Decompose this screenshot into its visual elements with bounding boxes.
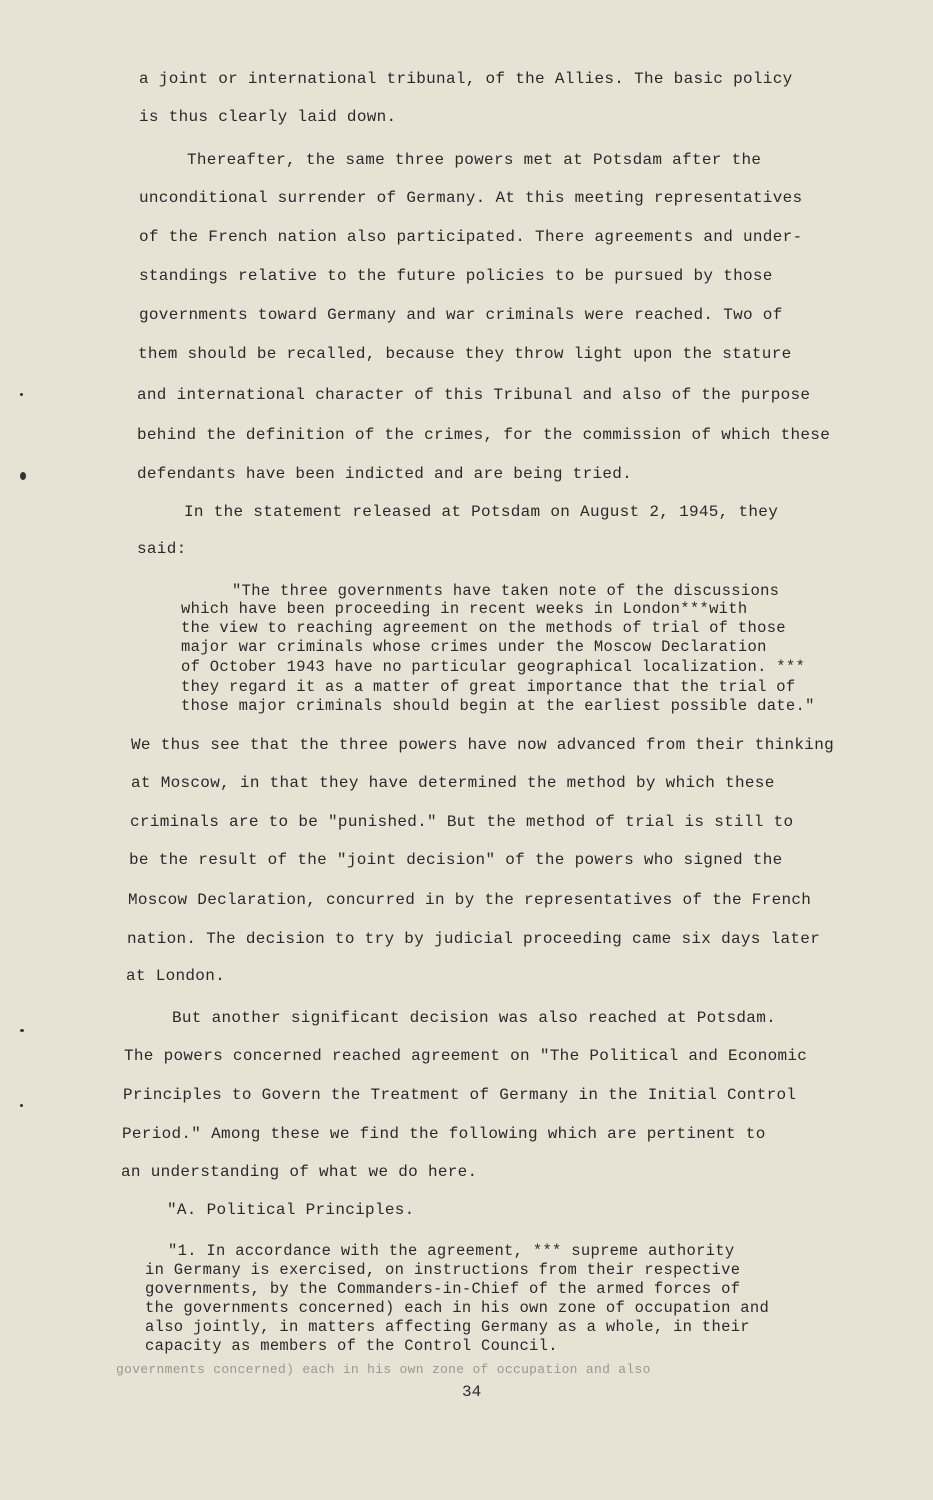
section-heading: "A. Political Principles. (167, 1201, 415, 1219)
body-line: But another significant decision was also reached at Potsdam. (172, 1009, 776, 1027)
body-line: of the French nation also participated. There agreements and under- (139, 228, 803, 246)
body-line: and international character of this Tribunal and also of the purpose (137, 386, 811, 404)
quote-line: also jointly, in matters affecting Germany as a whole, in their (145, 1318, 750, 1336)
quote-line: in Germany is exercised, on instructions from their respective (145, 1261, 741, 1279)
body-line: is thus clearly laid down. (139, 108, 397, 126)
quote-line: of October 1943 have no particular geographical localization. *** (181, 658, 806, 676)
body-line: In the statement released at Potsdam on August 2, 1945, they (184, 503, 779, 521)
body-line: an understanding of what we do here. (121, 1163, 478, 1181)
margin-dot (20, 472, 26, 480)
quote-line: those major criminals should begin at the earliest possible date." (181, 697, 815, 715)
quote-line: capacity as members of the Control Council. (145, 1337, 558, 1355)
body-line: Thereafter, the same three powers met at Potsdam after the (187, 151, 762, 169)
quote-line: they regard it as a matter of great importance that the trial of (181, 678, 796, 696)
body-line: standings relative to the future policies to be pursued by those (139, 267, 773, 285)
body-line: at Moscow, in that they have determined the method by which these (131, 774, 775, 792)
margin-dot (20, 393, 23, 396)
body-line: Principles to Govern the Treatment of Germany in the Initial Control (123, 1086, 797, 1104)
body-line: criminals are to be "punished." But the method of trial is still to (130, 813, 794, 831)
body-line: The powers concerned reached agreement on "The Political and Economic (124, 1047, 808, 1065)
margin-dot (20, 1029, 24, 1032)
quote-line: the view to reaching agreement on the methods of trial of those (181, 619, 786, 637)
quote-line: major war criminals whose crimes under the Moscow Declaration (181, 638, 767, 656)
body-line: be the result of the "joint decision" of the powers who signed the (129, 851, 783, 869)
quote-line: "The three governments have taken note of the discussions (232, 582, 780, 600)
body-line: at London. (126, 967, 226, 985)
body-line: them should be recalled, because they throw light upon the stature (138, 345, 792, 363)
body-line: Period." Among these we find the following which are pertinent to (122, 1125, 766, 1143)
page-number: 34 (462, 1383, 482, 1401)
bleed-through-line: governments concerned) each in his own zone of occupation and also (116, 1362, 651, 1377)
body-line: defendants have been indicted and are being tried. (137, 465, 633, 483)
body-line: unconditional surrender of Germany. At this meeting representatives (139, 189, 803, 207)
body-line: Moscow Declaration, concurred in by the representatives of the French (128, 891, 812, 909)
body-line: said: (137, 540, 187, 558)
quote-line: "1. In accordance with the agreement, *** supreme authority (168, 1242, 735, 1260)
body-line: behind the definition of the crimes, for the commission of which these (137, 426, 831, 444)
quote-line: the governments concerned) each in his own zone of occupation and (145, 1299, 770, 1317)
quote-line: governments, by the Commanders-in-Chief of the armed forces of (145, 1280, 741, 1298)
quote-line: which have been proceeding in recent weeks in London***with (181, 600, 748, 618)
body-line: governments toward Germany and war criminals were reached. Two of (139, 306, 783, 324)
margin-dot (20, 1104, 23, 1107)
body-line: a joint or international tribunal, of the Allies. The basic policy (139, 70, 793, 88)
body-line: We thus see that the three powers have now advanced from their thinking (131, 736, 835, 754)
body-line: nation. The decision to try by judicial proceeding came six days later (127, 930, 821, 948)
